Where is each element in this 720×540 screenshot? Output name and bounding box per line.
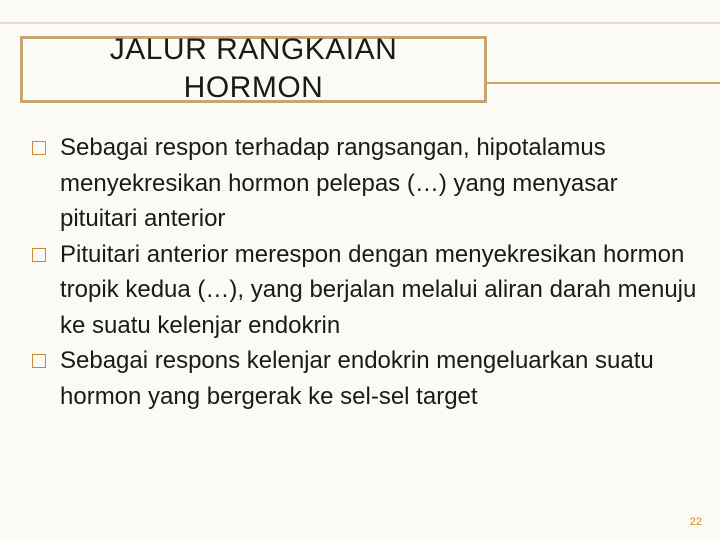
title-line-1: JALUR RANGKAIAN bbox=[109, 33, 398, 66]
title-accent-line bbox=[487, 82, 720, 84]
bullet-text: Pituitari anterior merespon dengan menyekresikan hormon tropik kedua (…), yang berjalan melalui aliran darah menuju ke suatu kelenjar endokrin bbox=[60, 240, 697, 339]
bullet-list bbox=[28, 130, 698, 414]
list-item bbox=[28, 237, 698, 344]
square-bullet-icon bbox=[32, 141, 46, 155]
list-item bbox=[28, 130, 698, 237]
list-item bbox=[28, 343, 698, 414]
slide-title bbox=[23, 31, 484, 107]
top-divider bbox=[0, 0, 720, 24]
title-line-2: HORMON bbox=[183, 71, 324, 104]
title-box bbox=[20, 33, 487, 104]
bullet-text: Sebagai respons kelenjar endokrin mengeluarkan suatu hormon yang bergerak ke sel-sel target bbox=[60, 347, 654, 410]
page-number: 22 bbox=[689, 516, 702, 528]
square-bullet-icon bbox=[32, 248, 46, 262]
bullet-text: Sebagai respon terhadap rangsangan, hipotalamus menyekresikan hormon pelepas (…) yang menyasar pituitari anterior bbox=[60, 134, 618, 232]
square-bullet-icon bbox=[32, 354, 46, 368]
